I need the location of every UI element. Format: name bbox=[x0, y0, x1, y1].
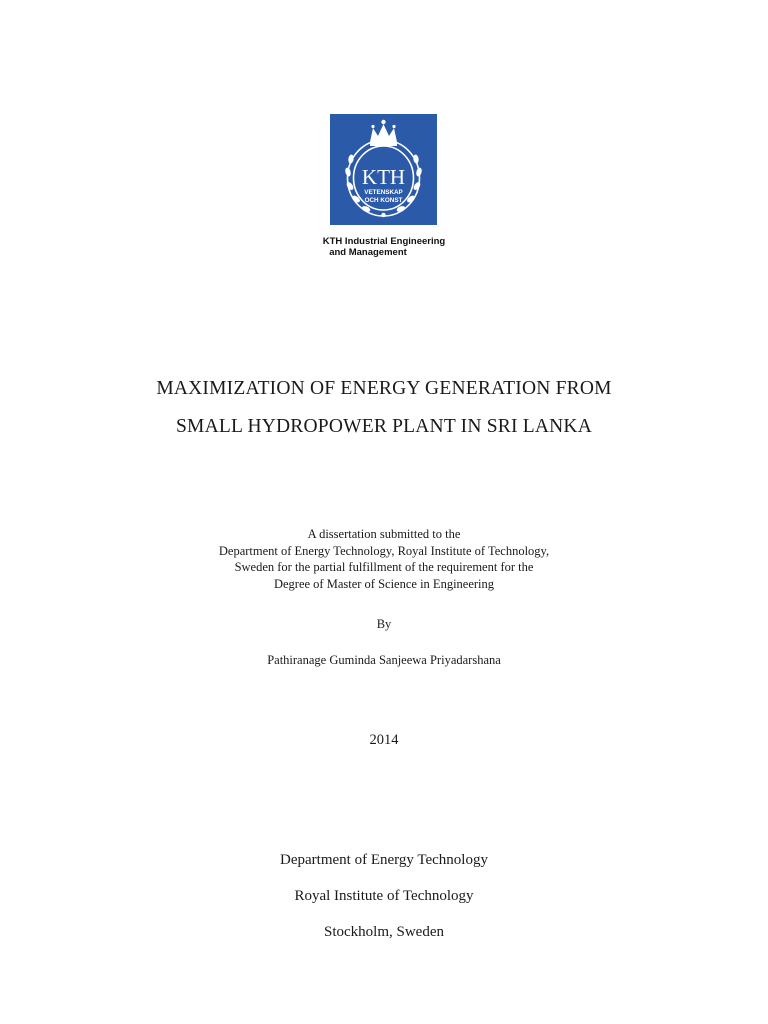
thesis-title-line1: MAXIMIZATION OF ENERGY GENERATION FROM bbox=[156, 378, 612, 399]
address-line3: Stockholm, Sweden bbox=[324, 924, 444, 940]
submission-line4: Degree of Master of Science in Engineering bbox=[273, 576, 495, 591]
submission-line3: Sweden for the partial fulfillment of the requirement for the bbox=[234, 560, 534, 574]
kth-emblem-icon bbox=[330, 114, 437, 225]
submission-line2: Department of Energy Technology, Royal Institute of Technology, bbox=[218, 543, 550, 558]
thesis-title-line2: SMALL HYDROPOWER PLANT IN SRI LANKA bbox=[176, 416, 592, 437]
year: 2014 bbox=[369, 732, 399, 748]
address-line2: Royal Institute of Technology bbox=[294, 888, 474, 904]
school-name-line2: and Management bbox=[329, 247, 407, 258]
by-label: By bbox=[376, 617, 392, 631]
school-name-line1: KTH Industrial Engineering bbox=[322, 236, 446, 247]
department-address bbox=[0, 842, 768, 950]
school-name bbox=[0, 236, 768, 258]
kth-logo bbox=[330, 114, 437, 225]
kth-motto-line2: OCH KONST bbox=[364, 197, 403, 204]
submission-statement bbox=[0, 526, 768, 592]
submission-line1: A dissertation submitted to the bbox=[307, 527, 461, 541]
thesis-title bbox=[0, 370, 768, 446]
kth-motto-line1: VETENSKAP bbox=[364, 189, 403, 196]
crown-icon bbox=[370, 120, 397, 146]
address-line1: Department of Energy Technology bbox=[280, 852, 488, 868]
author-name: Pathiranage Guminda Sanjeewa Priyadarshana bbox=[267, 653, 501, 667]
kth-wordmark: KTH bbox=[361, 165, 406, 189]
